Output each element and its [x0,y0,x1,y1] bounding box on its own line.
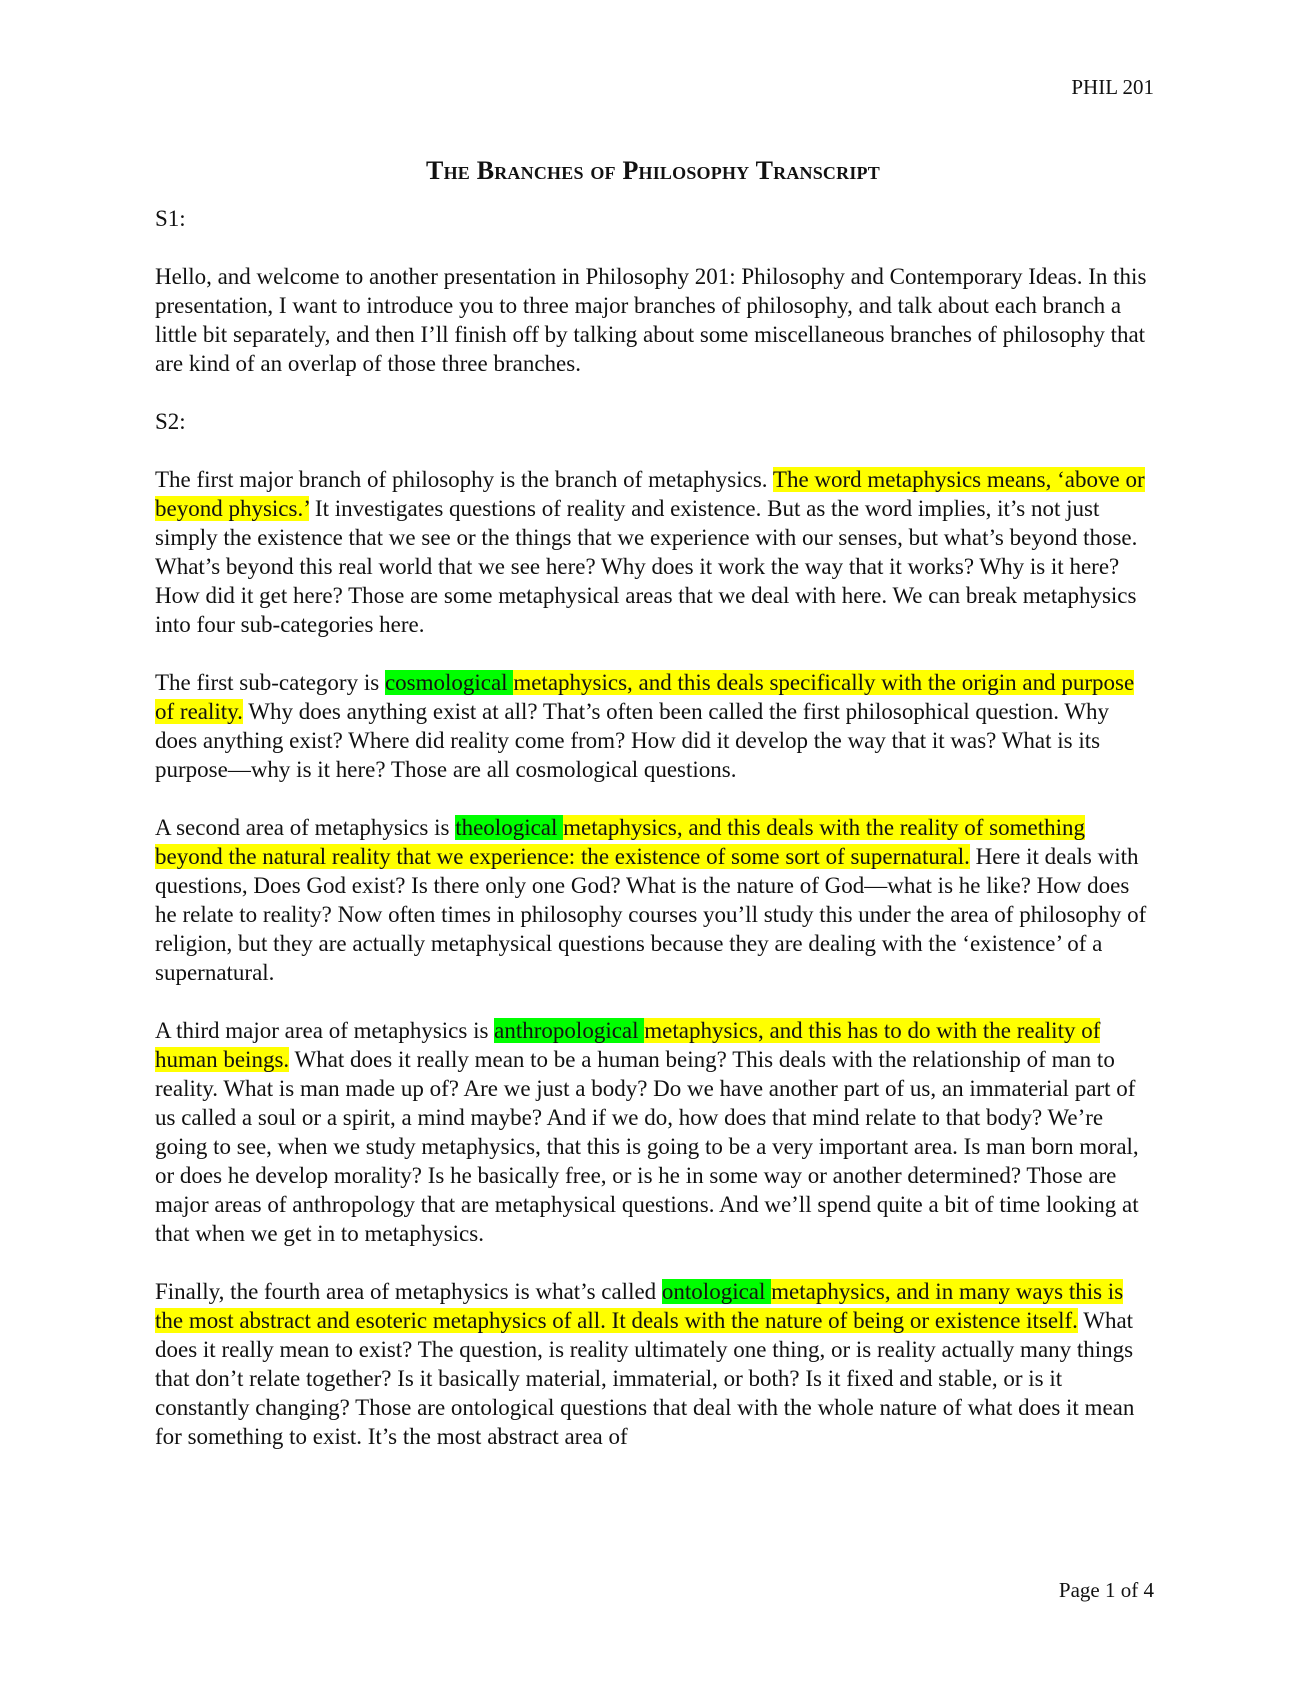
page-number: Page 1 of 4 [1058,1578,1154,1602]
yellow-highlight: metaphysics, and this has to do with the reality of human beings. [155,1018,1101,1072]
text-run: Finally, the fourth area of metaphysics is what’s called [155,1279,662,1304]
paragraph-cosmological [155,668,1154,784]
course-header: PHIL 201 [1071,75,1154,99]
yellow-highlight: metaphysics, and this deals specifically with the origin and purpose of reality. [155,670,1135,724]
paragraph-intro: Hello, and welcome to another presentation in Philosophy 201: Philosophy and Contemporary Ideas. In this presentation, I want to introduce you to three major branches of philosophy, and talk about each branch a little bit separately, and then I’ll finish off by talking about some miscellaneous branches of philosophy that are kind of an overlap of those three branches. [155,264,1147,376]
slide-label-s2: S2: [155,409,186,434]
paragraph-ontological [155,1277,1154,1451]
yellow-highlight: The word metaphysics means, ‘above or beyond physics.’ [155,467,1145,521]
text-run: The first sub-category is [155,670,385,695]
slide-label-s1: S1: [155,206,186,231]
text-run: What does it really mean to exist? The question, is reality ultimately one thing, or is reality actually many things that don’t relate together? Is it basically material, immaterial, or both? Is it fixed and stable, or is it constantly changing? Those are ontological questions that deal with the whole nature of what does it mean for something to exist. It’s the most abstract area of [155,1308,1135,1449]
text-run: The first major branch of philosophy is the branch of metaphysics. [155,467,773,492]
text-run: It investigates questions of reality and existence. But as the word implies, it’s not just simply the existence that we see or the things that we experience with our senses, but what’s beyond those. What’s beyond this real world that we see here? Why does it work the way that it works? Why is it here? How did it get here? Those are some metaphysical areas that we deal with here. We can break metaphysics into four sub-categories here. [155,496,1138,637]
text-run: A third major area of metaphysics is [155,1018,495,1043]
yellow-highlight: metaphysics, and this deals with the reality of something beyond the natural reality that we experience: the existence of some sort of supernatural. [155,815,1086,869]
yellow-highlight: metaphysics, and in many ways this is the most abstract and esoteric metaphysics of all. It deals with the nature of being or existence itself. [155,1279,1124,1333]
green-highlight-term: theological [455,815,564,840]
paragraph-metaphysics [155,465,1154,639]
transcript-body [155,204,1154,1480]
paragraph-anthropological [155,1016,1154,1248]
document-title: The Branches of Philosophy Transcript [426,156,880,185]
text-run: What does it really mean to be a human being? This deals with the relationship of man to reality. What is man made up of? Are we just a body? Do we have another part of us, an immaterial part of us called a soul or a spirit, a mind maybe? And if we do, how does that mind relate to that body? We’re going to see, when we study metaphysics, that this is going to be a very important area. Is man born moral, or does he develop morality? Is he basically free, or is he in some way or another determined? Those are major areas of anthropology that are metaphysical questions. And we’ll spend quite a bit of time looking at that when we get in to metaphysics. [155,1047,1139,1246]
text-run: Why does anything exist at all? That’s often been called the first philosophical question. Why does anything exist? Where did reality come from? How did it develop the way that it was? What is its purpose—why is it here? Those are all cosmological questions. [155,699,1110,782]
green-highlight-term: ontological [661,1279,772,1304]
paragraph-theological [155,813,1154,987]
green-highlight-term: anthropological [494,1018,645,1043]
text-run: A second area of metaphysics is [155,815,456,840]
green-highlight-term: cosmological [384,670,514,695]
text-run: Here it deals with questions, Does God exist? Is there only one God? What is the nature of God—what is he like? How does he relate to reality? Now often times in philosophy courses you’ll study this under the area of philosophy of religion, but they are actually metaphysical questions because they are dealing with the ‘existence’ of a supernatural. [155,844,1147,985]
